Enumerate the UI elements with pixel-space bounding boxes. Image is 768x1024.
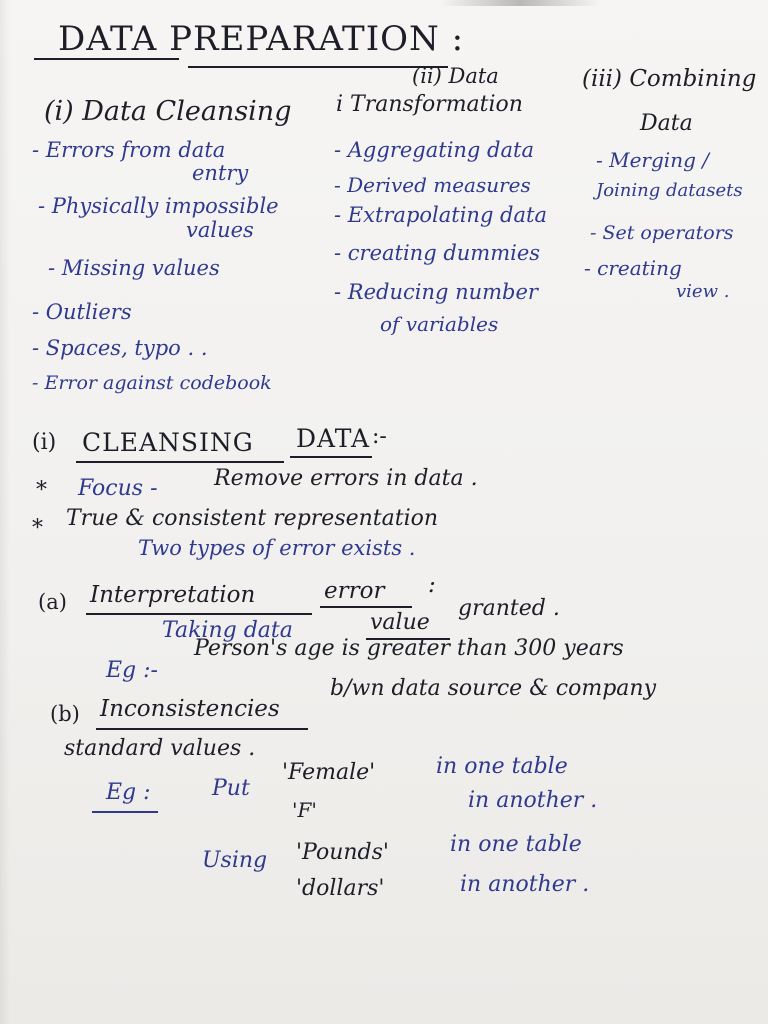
column-3-heading: (iii) Combining [582,66,757,92]
column-2-item: of variables [380,312,499,336]
bullet-text: True & consistent representation [66,506,439,531]
column-1-item: - Error against codebook [32,372,272,394]
bullet-label: Focus - [78,476,158,501]
column-2-item: - creating dummies [334,241,541,265]
eg-text: in one table [436,754,568,779]
title-underline-left [34,58,179,60]
column-2-heading: (ii) Data [412,64,499,88]
column-3-item: - Merging / [596,148,709,172]
bullet-star: * [32,516,43,541]
eg-text: in one table [450,832,582,857]
section-prefix: (i) [32,430,57,455]
section-heading-underline [290,456,372,458]
column-2-heading: i Transformation [336,92,523,117]
item-a-underline [86,613,312,615]
page-edge-shadow [0,0,10,1024]
section-heading-word: CLEANSING [82,428,254,457]
column-1-heading: (i) Data Cleansing [44,96,292,127]
column-3-item: view . [676,281,730,302]
eg-value: 'Female' [282,760,376,785]
bullet-text: Two types of error exists . [138,536,416,560]
column-1-item: - Outliers [32,300,132,324]
item-a-text: granted . [458,596,560,621]
eg-text: in another . [460,872,590,897]
column-3-heading: Data [640,111,693,136]
page-title: DATA PREPARATION : [58,19,465,59]
bullet-text: Remove errors in data . [214,466,478,491]
column-1-item: - Physically impossible [38,194,279,218]
item-a-eg-label: Eg :- [106,658,158,683]
item-b-heading: Inconsistencies [100,696,280,722]
item-a-heading: Interpretation [90,582,256,608]
column-1-item: - Spaces, typo . . [32,336,208,360]
section-heading-underline [76,461,284,463]
item-b-prefix: (b) [50,702,80,726]
eg-value: 'Pounds' [296,840,389,865]
section-heading-word: DATA [296,424,371,453]
eg-text: in another . [468,788,598,813]
eg-value: 'dollars' [296,876,385,901]
column-1-item: - Errors from data [32,138,226,162]
title-underline-right [188,66,448,68]
eg-value: 'F' [292,798,317,822]
item-a-text: value [370,610,430,635]
page-top-shadow [440,0,600,6]
item-a-eg-text: Person's age is greater than 300 years [194,636,624,661]
eg-text: Using [202,848,268,873]
item-b-text: standard values . [64,736,256,761]
column-1-item: values [186,218,254,242]
item-a-underline [320,606,412,608]
column-2-item: - Reducing number [334,280,538,304]
column-2-item: - Extrapolating data [334,203,547,227]
section-heading-suffix: :- [372,424,387,449]
item-b-underline [96,728,308,730]
column-1-item: - Missing values [48,256,220,280]
eg-label: Eg : [106,780,151,805]
eg-text: Put [212,776,250,801]
column-1-item: entry [192,161,249,185]
item-a-text: Taking data [162,618,293,643]
column-2-item: - Derived measures [334,173,531,197]
item-a-heading: error [324,578,385,604]
column-2-item: - Aggregating data [334,138,534,162]
bullet-star: * [36,478,47,503]
item-b-text: b/wn data source & company [330,676,656,701]
column-3-item: Joining datasets [596,180,743,201]
eg-label-underline [92,811,158,813]
item-a-prefix: (a) [38,590,67,614]
item-a-suffix: : [428,572,436,598]
column-3-item: - creating [584,256,682,280]
column-3-item: - Set operators [590,222,734,244]
